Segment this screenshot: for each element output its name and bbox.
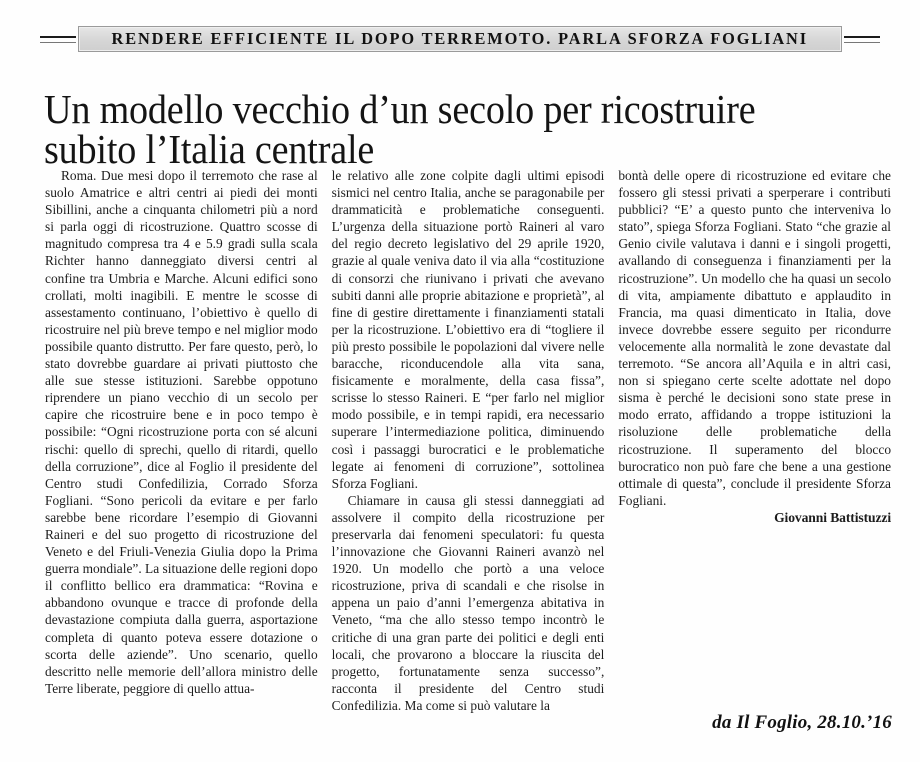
article-byline: Giovanni Battistuzzi	[774, 509, 892, 525]
source-credit: da Il Foglio, 28.10.’16	[712, 712, 892, 733]
kicker-text: RENDERE EFFICIENTE IL DOPO TERREMOTO. PARLA SFORZA FOGLIANI	[111, 28, 809, 48]
article-column-3	[618, 167, 891, 714]
article-column-2	[332, 167, 605, 714]
paragraph: Roma. Due mesi dopo il terremoto che rase al suolo Amatrice e altri centri ai piedi dei monti Sibillini, anche a cinquanta chilometri più a nord si parla oggi di ricostruzione. Quattro scosse di magnitudo compresa tra 4 e 5.9 gradi sulla scala Richter hanno danneggiato diversi centri al confine tra Umbria e Marche. Alcuni edifici sono crollati, molti inagibili. E mentre le scosse di assestamento continuano, l’obiettivo è quello di ricostruire nel più breve tempo e nel miglior modo possibile quanto distrutto. Per fare questo, però, lo stato dovrebbe guardare ai privati piuttosto che alle sue stesse istituzioni. Sarebbe oppotuno riprendere un piano vecchio di un secolo per capire che ricostruire bene e in poco tempo è possibile: “Ogni ricostruzione porta con sé alcuni rischi: quello di sprechi, quello di ritardi, quello della corruzione”, dice al Foglio il presidente del Centro studi Confedilizia, Corrado Sforza Fogliani. “Sono pericoli da evitare e per farlo sarebbe bene ricordare l’esempio di Giovanni Raineri e del suo progetto di ricostruzione del Veneto e del Friuli-Venezia Giulia dopo la Prima guerra mondiale”. La situazione delle regioni dopo il conflitto bellico era drammatica: “Rovina e abbandono ovunque e tracce di profonde della devastazione compiuta dalla guerra, asportazione completa di quanto poteva essere dotazione o scorta delle aziende”. Uno scenario, quello descritto nelle memorie dell’allora ministro delle Terre liberate, peggiore di quello attua-	[45, 168, 318, 696]
kicker-rule-right-icon	[844, 36, 880, 43]
page-title: Un modello vecchio d’un secolo per ricostruire subito l’Italia centrale	[44, 86, 756, 173]
kicker-banner	[40, 24, 880, 54]
kicker-rule-left-icon	[40, 36, 76, 43]
article-column-1	[45, 167, 318, 714]
paragraph: bontà delle opere di ricostruzione ed evitare che fossero gli stessi privati a sperperare i contributi pubblici? “E’ a questo punto che interveniva lo stato”, spiega Sforza Fogliani. Stato “che grazie al Genio civile valutava i danni e i singoli progetti, avallando di conseguenza i finanziamenti per la ricostruzione”. Un modello che ha quasi un secolo di vita, ampiamente dibattuto e applaudito in Francia, ma quasi dimenticato in Italia, dove invece dovrebbe essere seguito per ricondurre velocemente alla normalità le zone devastate dal terremoto. “Se ancora all’Aquila e in altri casi, non si spiegano certe scelte adottate nel dopo sisma è perché le decisioni sono state prese in modo errato, affidando a troppe istituzioni la risoluzione delle problematiche della ricostruzione. Il superamento del blocco burocratico non può fare che bene a una gestione ottimale di questa”, conclude il presidente Sforza Fogliani.	[618, 168, 892, 508]
kicker-box	[78, 26, 842, 52]
paragraph: le relativo alle zone colpite dagli ultimi episodi sismici nel centro Italia, anche se paragonabile per drammaticità e problematiche conseguenti. L’urgenza della situazione portò Raineri al varo del regio decreto legislativo del 29 aprile 1920, grazie al quale veniva dato il via alla “costituzione di consorzi che riunivano i privati che avevano subiti danni alle proprie abitazione e proprietà”, al fine di gestire direttamente i finanziamenti statali per la ricostruzione. L’obiettivo era di “togliere il più presto possibile le popolazioni dal vivere nelle baracche, riconducendole alla vita sana, fisicamente e moralmente, della casa fissa”, scrisse lo stesso Raineri. E “per farlo nel miglior modo possibile, e in tempi rapidi, era necessario superare l’intermediazione politica, diminuendo così i passaggi burocratici e le problematiche legate ai fenomeni di corruzione”, sottolinea Sforza Fogliani.	[331, 168, 605, 491]
article-body	[45, 167, 891, 714]
paragraph: Chiamare in causa gli stessi danneggiati ad assolvere il compito della ricostruzione per preservarla dai fenomeni speculatori: fu questa l’innovazione che Giovanni Raineri avanzò nel 1920. Un modello che portò a una veloce ricostruzione, priva di scandali e che risolse in appena un paio d’anni l’emergenza abitativa in Veneto, “ma che allo stesso tempo incontrò le critiche di una gran parte dei politici e degli enti locali, che provarono a bloccare la riuscita del progetto, fortunatamente senza successo”, racconta il presidente del Centro studi Confedilizia. Ma come si può valutare la	[331, 492, 605, 713]
